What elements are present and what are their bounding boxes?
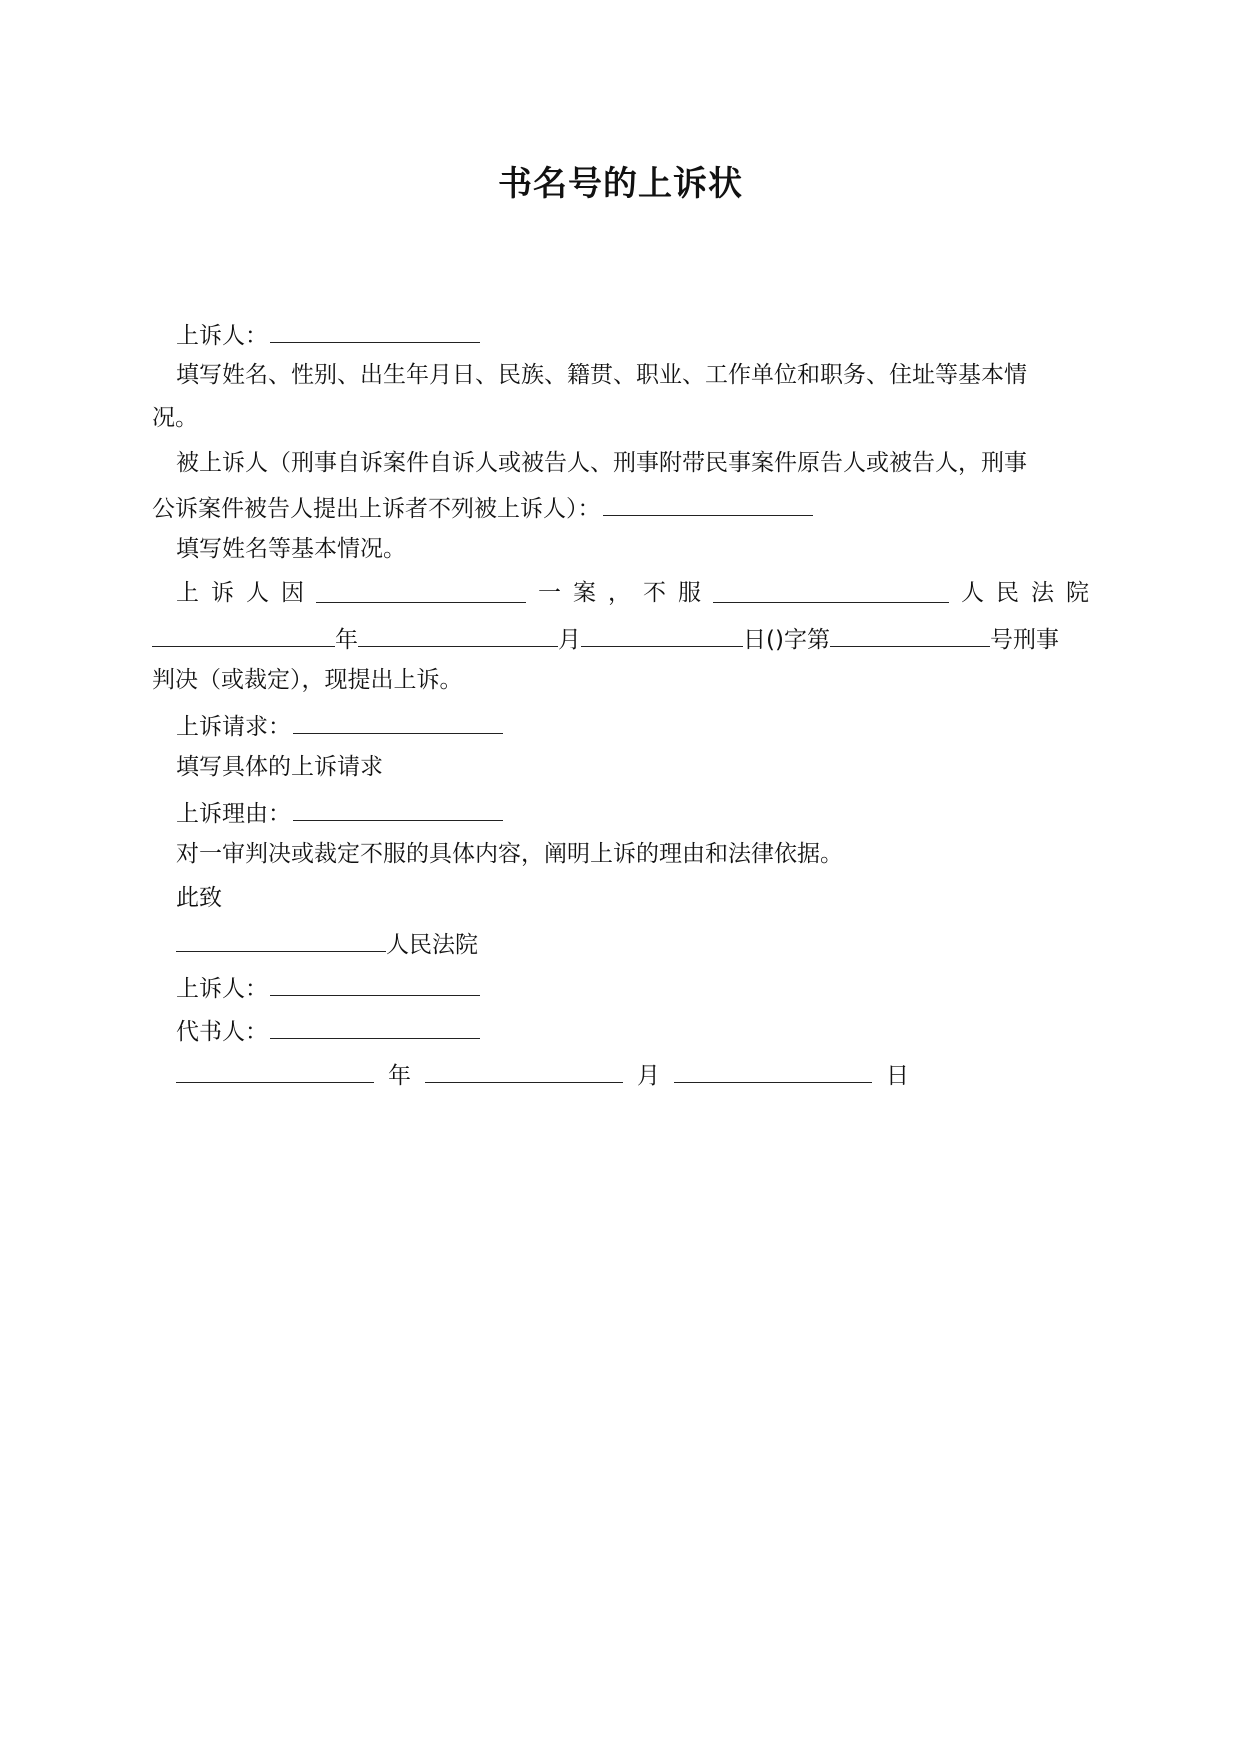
request-label: 上诉请求： [176, 714, 291, 740]
date-line [176, 1056, 909, 1093]
reason-hint: 对一审判决或裁定不服的具体内容，阐明上诉的理由和法律依据。 [176, 841, 843, 867]
appellant-hint-line2: 况。 [152, 405, 198, 431]
case-line3: 判决（或裁定），现提出上诉。 [152, 667, 463, 693]
appellant-hint-line1: 填写姓名、性别、出生年月日、民族、籍贯、职业、工作单位和职务、住址等基本情 [176, 362, 1027, 388]
date-day-label: 日 [886, 1063, 909, 1089]
case-char: 人 [246, 580, 269, 606]
court-blank[interactable] [176, 925, 386, 952]
appellant-line [176, 316, 480, 353]
case-char: 法 [1031, 580, 1054, 606]
appellee-label-line1: 被上诉人（刑事自诉案件自诉人或被告人、刑事附带民事案件原告人或被告人，刑事 [176, 450, 1027, 476]
case-judgment-label: 号刑事 [989, 627, 1059, 653]
request-blank[interactable] [293, 707, 503, 734]
appellee-label: 公诉案件被告人提出上诉者不列被上诉人）： [152, 496, 601, 522]
appellant-label: 上诉人： [176, 323, 268, 349]
case-char: 因 [281, 580, 304, 606]
case-line2 [152, 620, 1089, 657]
appellant-blank[interactable] [270, 316, 480, 343]
appellee-hint: 填写姓名等基本情况。 [176, 536, 406, 562]
case-day-label: 日()字第 [743, 627, 830, 653]
judgment-number-blank[interactable] [830, 620, 990, 647]
writer-blank[interactable] [270, 1012, 480, 1039]
date-day-blank[interactable] [674, 1056, 872, 1083]
signature-appellant-label: 上诉人： [176, 976, 268, 1002]
case-char: 诉 [211, 580, 234, 606]
judgment-month-blank[interactable] [358, 620, 558, 647]
case-char: 案 [573, 580, 596, 606]
date-month-label: 月 [637, 1063, 660, 1089]
date-year-label: 年 [388, 1063, 411, 1089]
court-label: 人民法院 [386, 932, 478, 958]
case-char: 服 [678, 580, 701, 606]
case-year-label: 年 [335, 627, 358, 653]
case-month-label: 月 [558, 627, 581, 653]
case-char: 院 [1066, 580, 1089, 606]
case-char: 上 [176, 580, 199, 606]
case-char: 一 [538, 580, 561, 606]
case-char: 不 [643, 580, 666, 606]
writer-line [176, 1012, 480, 1049]
appellee-blank[interactable] [603, 489, 813, 516]
signature-appellant-blank[interactable] [270, 969, 480, 996]
signature-appellant-line [176, 969, 480, 1006]
reason-line [176, 794, 503, 831]
case-char: 人 [961, 580, 984, 606]
request-line [176, 707, 503, 744]
reason-blank[interactable] [293, 794, 503, 821]
salutation: 此致 [176, 885, 222, 911]
request-hint: 填写具体的上诉请求 [176, 754, 383, 780]
court-line [176, 925, 478, 962]
case-char: ， [608, 580, 631, 606]
appellee-label-line2 [152, 489, 1089, 526]
case-line1 [176, 576, 1089, 610]
date-month-blank[interactable] [425, 1056, 623, 1083]
case-char: 民 [996, 580, 1019, 606]
date-year-blank[interactable] [176, 1056, 374, 1083]
document-title: 书名号的上诉状 [498, 164, 743, 204]
reason-label: 上诉理由： [176, 801, 291, 827]
lower-court-blank[interactable] [713, 576, 949, 603]
case-name-blank[interactable] [316, 576, 526, 603]
judgment-day-blank[interactable] [581, 620, 743, 647]
judgment-year-blank[interactable] [152, 620, 335, 647]
writer-label: 代书人： [176, 1019, 268, 1045]
